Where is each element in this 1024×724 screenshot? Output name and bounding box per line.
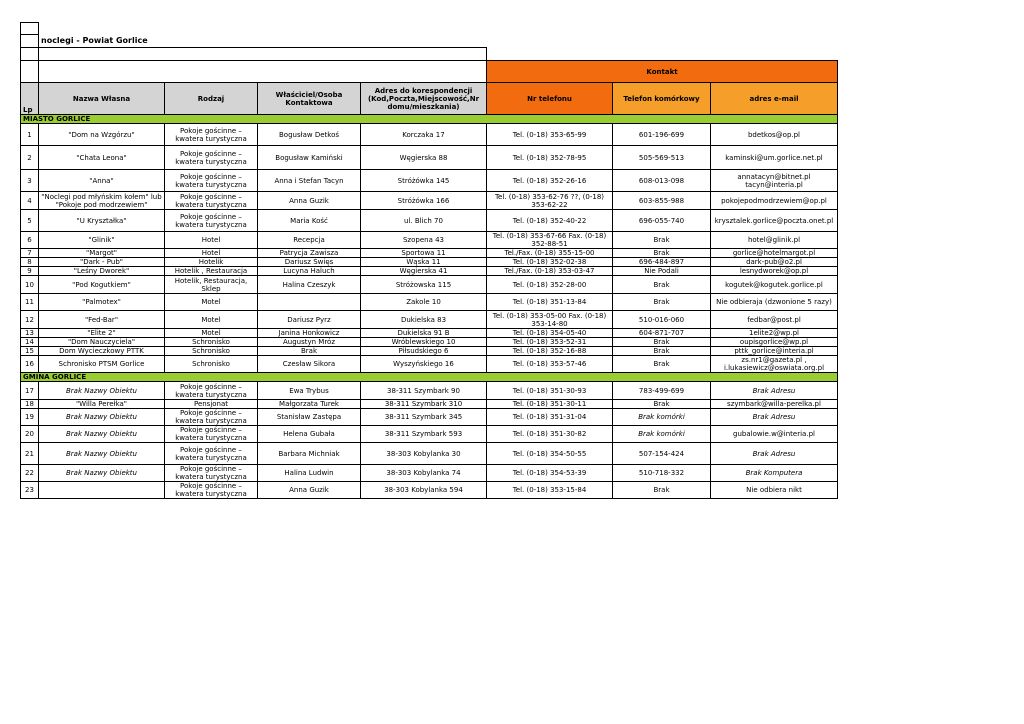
- address-cell[interactable]: 38-311 Szymbark 310: [361, 400, 487, 409]
- table-row: [21, 443, 838, 465]
- mobile-cell[interactable]: 608-013-098: [613, 170, 711, 192]
- owner-cell[interactable]: Stanisław Zastępa: [258, 409, 361, 426]
- mobile-cell[interactable]: 507-154-424: [613, 443, 711, 465]
- table-row: [21, 249, 838, 258]
- owner-cell[interactable]: Helena Gubała: [258, 426, 361, 443]
- lp-cell[interactable]: 13: [21, 329, 39, 338]
- name-cell[interactable]: [39, 482, 165, 499]
- mobile-cell[interactable]: 603-855-988: [613, 192, 711, 210]
- type-cell[interactable]: Pokoje gościnne – kwatera turystyczna: [165, 170, 258, 192]
- owner-cell[interactable]: Dariusz Pyrz: [258, 311, 361, 329]
- lp-cell[interactable]: 7: [21, 249, 39, 258]
- name-cell[interactable]: "Anna": [39, 170, 165, 192]
- owner-cell[interactable]: Bogusław Detkoś: [258, 124, 361, 146]
- phone-cell[interactable]: Tel. (0-18) 352-40-22: [487, 210, 613, 232]
- table-row: [21, 192, 838, 210]
- phone-cell[interactable]: Tel./Fax. (0-18) 353-03-47: [487, 267, 613, 276]
- email-cell[interactable]: Brak Adresu: [711, 382, 838, 400]
- address-cell[interactable]: Wróblewskiego 10: [361, 338, 487, 347]
- mobile-cell[interactable]: 604-871-707: [613, 329, 711, 338]
- name-cell[interactable]: "Leśny Dworek": [39, 267, 165, 276]
- address-cell[interactable]: 38-303 Kobylanka 74: [361, 465, 487, 482]
- mobile-cell[interactable]: Brak: [613, 338, 711, 347]
- owner-cell[interactable]: Ewa Trybus: [258, 382, 361, 400]
- phone-cell[interactable]: Tel. (0-18) 352-28-00: [487, 276, 613, 294]
- name-cell[interactable]: Brak Nazwy Obiektu: [39, 382, 165, 400]
- email-cell[interactable]: gubalowie.w@interia.pl: [711, 426, 838, 443]
- phone-cell[interactable]: Tel. (0-18) 353-15-84: [487, 482, 613, 499]
- owner-cell[interactable]: Anna Guzik: [258, 482, 361, 499]
- owner-cell[interactable]: Maria Kość: [258, 210, 361, 232]
- email-cell[interactable]: dark-pub@o2.pl: [711, 258, 838, 267]
- email-cell[interactable]: kogutek@kogutek.gorlice.pl: [711, 276, 838, 294]
- phone-cell[interactable]: Tel. (0-18) 354-53-39: [487, 465, 613, 482]
- owner-cell[interactable]: Dariusz Święs: [258, 258, 361, 267]
- header-email[interactable]: adres e-mail: [711, 83, 838, 115]
- lp-cell[interactable]: 18: [21, 400, 39, 409]
- table-row: [21, 232, 838, 249]
- email-cell[interactable]: pttk_gorlice@interia.pl: [711, 347, 838, 356]
- phone-cell[interactable]: Tel. (0-18) 351-30-11: [487, 400, 613, 409]
- email-cell[interactable]: kaminski@um.gorlice.net.pl: [711, 146, 838, 170]
- owner-cell[interactable]: Małgorzata Turek: [258, 400, 361, 409]
- type-cell[interactable]: Motel: [165, 329, 258, 338]
- email-cell[interactable]: Brak Komputera: [711, 465, 838, 482]
- phone-cell[interactable]: Tel. (0-18) 353-65-99: [487, 124, 613, 146]
- phone-cell[interactable]: Tel. (0-18) 353-67-66 Fax. (0-18) 352-88-51: [487, 232, 613, 249]
- phone-cell[interactable]: Tel. (0-18) 354-05-40: [487, 329, 613, 338]
- type-cell[interactable]: Schronisko: [165, 347, 258, 356]
- corner-cell[interactable]: [21, 23, 39, 35]
- email-cell[interactable]: bdetkos@op.pl: [711, 124, 838, 146]
- mobile-cell[interactable]: Brak: [613, 294, 711, 311]
- table-row: [21, 210, 838, 232]
- type-cell[interactable]: Pokoje gościnne – kwatera turystyczna: [165, 382, 258, 400]
- owner-cell[interactable]: Barbara Michniak: [258, 443, 361, 465]
- mobile-cell[interactable]: Brak komórki: [613, 426, 711, 443]
- table-row: [21, 400, 838, 409]
- address-cell[interactable]: Stróżówka 145: [361, 170, 487, 192]
- email-cell[interactable]: Brak Adresu: [711, 443, 838, 465]
- blank-cell[interactable]: [21, 61, 39, 83]
- table-row: [21, 409, 838, 426]
- table-row: [21, 311, 838, 329]
- table-row: [21, 170, 838, 192]
- phone-cell[interactable]: Tel. (0-18) 351-30-82: [487, 426, 613, 443]
- table-row: [21, 356, 838, 373]
- phone-cell[interactable]: Tel. (0-18) 351-31-04: [487, 409, 613, 426]
- blank-cell[interactable]: [21, 48, 39, 61]
- address-cell[interactable]: Sportowa 11: [361, 249, 487, 258]
- mobile-cell[interactable]: Brak: [613, 347, 711, 356]
- address-cell[interactable]: Stróżówka 166: [361, 192, 487, 210]
- lp-cell[interactable]: 17: [21, 382, 39, 400]
- owner-cell[interactable]: Augustyn Mróz: [258, 338, 361, 347]
- type-cell[interactable]: Hotel: [165, 249, 258, 258]
- lp-cell[interactable]: 12: [21, 311, 39, 329]
- lp-cell[interactable]: 19: [21, 409, 39, 426]
- type-cell[interactable]: Hotelik , Restauracja: [165, 267, 258, 276]
- type-cell[interactable]: Hotel: [165, 232, 258, 249]
- table-row: [21, 294, 838, 311]
- blank-cell[interactable]: [39, 61, 487, 83]
- type-cell[interactable]: Hotelik: [165, 258, 258, 267]
- name-cell[interactable]: Dom Wycieczkowy PTTK: [39, 347, 165, 356]
- mobile-cell[interactable]: 696-484-897: [613, 258, 711, 267]
- accommodation-table: [20, 22, 838, 499]
- phone-cell[interactable]: Tel. (0-18) 352-78-95: [487, 146, 613, 170]
- name-cell[interactable]: "Pod Kogutkiem": [39, 276, 165, 294]
- type-cell[interactable]: Schronisko: [165, 338, 258, 347]
- phone-cell[interactable]: Tel. (0-18) 354-50-55: [487, 443, 613, 465]
- mobile-cell[interactable]: Brak: [613, 276, 711, 294]
- lp-cell[interactable]: 3: [21, 170, 39, 192]
- table-row: [21, 347, 838, 356]
- lp-cell[interactable]: 23: [21, 482, 39, 499]
- lp-cell[interactable]: 6: [21, 232, 39, 249]
- lp-cell[interactable]: 5: [21, 210, 39, 232]
- address-cell[interactable]: Wąska 11: [361, 258, 487, 267]
- email-cell[interactable]: gorlice@hotelmargot.pl: [711, 249, 838, 258]
- mobile-cell[interactable]: 510-016-060: [613, 311, 711, 329]
- section-header[interactable]: GMINA GORLICE: [21, 373, 838, 382]
- name-cell[interactable]: Brak Nazwy Obiektu: [39, 409, 165, 426]
- name-cell[interactable]: "Dom Nauczyciela": [39, 338, 165, 347]
- address-cell[interactable]: Stróżowska 115: [361, 276, 487, 294]
- type-cell[interactable]: Pokoje gościnne – kwatera turystyczna: [165, 192, 258, 210]
- name-cell[interactable]: "U Kryształka": [39, 210, 165, 232]
- name-cell[interactable]: "Willa Perełka": [39, 400, 165, 409]
- email-cell[interactable]: Nie odbieraja (dzwonione 5 razy): [711, 294, 838, 311]
- email-cell[interactable]: Brak Adresu: [711, 409, 838, 426]
- mobile-cell[interactable]: 510-718-332: [613, 465, 711, 482]
- lp-cell[interactable]: 21: [21, 443, 39, 465]
- type-cell[interactable]: Pokoje gościnne – kwatera turystyczna: [165, 426, 258, 443]
- name-cell[interactable]: "Noclegi pod młyńskim kołem" lub "Pokoje pod modrzewiem": [39, 192, 165, 210]
- owner-cell[interactable]: Halina Czeszyk: [258, 276, 361, 294]
- phone-cell[interactable]: Tel. (0-18) 352-02-38: [487, 258, 613, 267]
- spreadsheet: [20, 22, 838, 499]
- mobile-cell[interactable]: Brak: [613, 249, 711, 258]
- lp-cell[interactable]: 1: [21, 124, 39, 146]
- address-cell[interactable]: 38-303 Kobylanka 594: [361, 482, 487, 499]
- address-cell[interactable]: Wyszyńskiego 16: [361, 356, 487, 373]
- phone-cell[interactable]: Tel. (0-18) 353-57-46: [487, 356, 613, 373]
- sheet-title: noclegi - Powiat Gorlice: [41, 35, 148, 45]
- address-cell[interactable]: Szopena 43: [361, 232, 487, 249]
- email-cell[interactable]: zs.nr1@gazeta.pl , i.lukasiewicz@oswiata.org.pl: [711, 356, 838, 373]
- owner-cell[interactable]: Brak: [258, 347, 361, 356]
- name-cell[interactable]: Brak Nazwy Obiektu: [39, 443, 165, 465]
- email-cell[interactable]: Nie odbiera nikt: [711, 482, 838, 499]
- email-cell[interactable]: oupisgorlice@wp.pl: [711, 338, 838, 347]
- type-cell[interactable]: Pokoje gościnne – kwatera turystyczna: [165, 124, 258, 146]
- name-cell[interactable]: "Fed-Bar": [39, 311, 165, 329]
- type-cell[interactable]: Pokoje gościnne – kwatera turystyczna: [165, 146, 258, 170]
- email-cell[interactable]: fedbar@post.pl: [711, 311, 838, 329]
- owner-cell[interactable]: Bogusław Kamiński: [258, 146, 361, 170]
- address-cell[interactable]: 38-311 Szymbark 345: [361, 409, 487, 426]
- address-cell[interactable]: Zakole 10: [361, 294, 487, 311]
- address-cell[interactable]: 38-311 Szymbark 90: [361, 382, 487, 400]
- owner-cell[interactable]: Patrycja Zawisza: [258, 249, 361, 258]
- table-row: [21, 258, 838, 267]
- table-row: [21, 124, 838, 146]
- type-cell[interactable]: Pokoje gościnne – kwatera turystyczna: [165, 465, 258, 482]
- header-rodzaj[interactable]: Rodzaj: [165, 83, 258, 115]
- owner-cell[interactable]: Lucyna Haluch: [258, 267, 361, 276]
- name-cell[interactable]: Brak Nazwy Obiektu: [39, 426, 165, 443]
- owner-cell[interactable]: Czesław Sikora: [258, 356, 361, 373]
- section-header[interactable]: MIASTO GORLICE: [21, 115, 838, 124]
- mobile-cell[interactable]: Brak: [613, 482, 711, 499]
- lp-cell[interactable]: 8: [21, 258, 39, 267]
- type-cell[interactable]: Hotelik, Restauracja, Sklep: [165, 276, 258, 294]
- address-cell[interactable]: 38-311 Szymbark 593: [361, 426, 487, 443]
- lp-cell[interactable]: 4: [21, 192, 39, 210]
- lp-cell[interactable]: 9: [21, 267, 39, 276]
- name-cell[interactable]: "Elite 2": [39, 329, 165, 338]
- address-cell[interactable]: Węgierska 41: [361, 267, 487, 276]
- email-cell[interactable]: pokojepodmodrzewiem@op.pl: [711, 192, 838, 210]
- name-cell[interactable]: "Dom na Wzgórzu": [39, 124, 165, 146]
- name-cell[interactable]: "Dark - Pub": [39, 258, 165, 267]
- owner-cell[interactable]: [258, 294, 361, 311]
- name-cell[interactable]: "Palmotex": [39, 294, 165, 311]
- table-row: [21, 426, 838, 443]
- name-cell[interactable]: "Margot": [39, 249, 165, 258]
- type-cell[interactable]: Motel: [165, 294, 258, 311]
- mobile-cell[interactable]: Nie Podali: [613, 267, 711, 276]
- email-cell[interactable]: hotel@glinik.pl: [711, 232, 838, 249]
- email-cell[interactable]: szymbark@willa-perelka.pl: [711, 400, 838, 409]
- email-cell[interactable]: 1elite2@wp.pl: [711, 329, 838, 338]
- table-row: [21, 329, 838, 338]
- address-cell[interactable]: Dukielska 91 B: [361, 329, 487, 338]
- mobile-cell[interactable]: 601-196-699: [613, 124, 711, 146]
- lp-cell[interactable]: 16: [21, 356, 39, 373]
- type-cell[interactable]: Motel: [165, 311, 258, 329]
- address-cell[interactable]: Korczaka 17: [361, 124, 487, 146]
- address-cell[interactable]: Dukielska 83: [361, 311, 487, 329]
- mobile-cell[interactable]: Brak komórki: [613, 409, 711, 426]
- mobile-cell[interactable]: Brak: [613, 232, 711, 249]
- table-row: [21, 276, 838, 294]
- email-cell[interactable]: annatacyn@bitnet.pl tacyn@interia.pl: [711, 170, 838, 192]
- mobile-cell[interactable]: Brak: [613, 400, 711, 409]
- table-row: [21, 382, 838, 400]
- mobile-cell[interactable]: Brak: [613, 356, 711, 373]
- blank-cell[interactable]: [39, 48, 487, 61]
- corner-cell-2[interactable]: [21, 35, 39, 48]
- type-cell[interactable]: Pensjonat: [165, 400, 258, 409]
- phone-cell[interactable]: Tel. (0-18) 353-52-31: [487, 338, 613, 347]
- owner-cell[interactable]: Recepcja: [258, 232, 361, 249]
- owner-cell[interactable]: Janina Honkowicz: [258, 329, 361, 338]
- address-cell[interactable]: ul. Blich 70: [361, 210, 487, 232]
- header-adres[interactable]: Adres do korespondencji (Kod,Poczta,Miejscowość,Nr domu/mieszkania): [361, 83, 487, 115]
- owner-cell[interactable]: Anna Guzik: [258, 192, 361, 210]
- phone-cell[interactable]: Tel. (0-18) 351-30-93: [487, 382, 613, 400]
- lp-cell[interactable]: 20: [21, 426, 39, 443]
- phone-cell[interactable]: Tel. (0-18) 352-26-16: [487, 170, 613, 192]
- type-cell[interactable]: Pokoje gościnne – kwatera turystyczna: [165, 482, 258, 499]
- lp-cell[interactable]: 2: [21, 146, 39, 170]
- type-cell[interactable]: Schronisko: [165, 356, 258, 373]
- header-komorkowy[interactable]: Telefon komórkowy: [613, 83, 711, 115]
- owner-cell[interactable]: Anna i Stefan Tacyn: [258, 170, 361, 192]
- type-cell[interactable]: Pokoje gościnne – kwatera turystyczna: [165, 443, 258, 465]
- email-cell[interactable]: lesnydworek@op.pl: [711, 267, 838, 276]
- lp-cell[interactable]: 11: [21, 294, 39, 311]
- phone-cell[interactable]: Tel. (0-18) 353-05-00 Fax. (0-18) 353-14-80: [487, 311, 613, 329]
- header-lp[interactable]: Lp: [21, 83, 39, 115]
- header-kontakt[interactable]: Kontakt: [487, 61, 838, 83]
- table-row: [21, 465, 838, 482]
- name-cell[interactable]: Schronisko PTSM Gorlice: [39, 356, 165, 373]
- phone-cell[interactable]: Tel. (0-18) 352-16-88: [487, 347, 613, 356]
- lp-cell[interactable]: 14: [21, 338, 39, 347]
- name-cell[interactable]: "Chata Leona": [39, 146, 165, 170]
- email-cell[interactable]: krysztalek.gorlice@poczta.onet.pl: [711, 210, 838, 232]
- address-cell[interactable]: Węgierska 88: [361, 146, 487, 170]
- name-cell[interactable]: Brak Nazwy Obiektu: [39, 465, 165, 482]
- table-row: [21, 267, 838, 276]
- lp-cell[interactable]: 15: [21, 347, 39, 356]
- lp-cell[interactable]: 22: [21, 465, 39, 482]
- table-row: [21, 146, 838, 170]
- mobile-cell[interactable]: 505-569-513: [613, 146, 711, 170]
- header-nazwa[interactable]: Nazwa Własna: [39, 83, 165, 115]
- type-cell[interactable]: Pokoje gościnne – kwatera turystyczna: [165, 210, 258, 232]
- header-wlasciciel[interactable]: Właściciel/Osoba Kontaktowa: [258, 83, 361, 115]
- table-row: [21, 338, 838, 347]
- table-row: [21, 482, 838, 499]
- phone-cell[interactable]: Tel. (0-18) 351-13-84: [487, 294, 613, 311]
- phone-cell[interactable]: Tel./Fax. (0-18) 355-15-00: [487, 249, 613, 258]
- owner-cell[interactable]: Halina Ludwin: [258, 465, 361, 482]
- address-cell[interactable]: Piłsudskiego 6: [361, 347, 487, 356]
- address-cell[interactable]: 38-303 Kobylanka 30: [361, 443, 487, 465]
- name-cell[interactable]: "Glinik": [39, 232, 165, 249]
- type-cell[interactable]: Pokoje gościnne – kwatera turystyczna: [165, 409, 258, 426]
- mobile-cell[interactable]: 696-055-740: [613, 210, 711, 232]
- lp-cell[interactable]: 10: [21, 276, 39, 294]
- header-telefon[interactable]: Nr telefonu: [487, 83, 613, 115]
- phone-cell[interactable]: Tel. (0-18) 353-62-76 ??, (0-18) 353-62-22: [487, 192, 613, 210]
- mobile-cell[interactable]: 783-499-699: [613, 382, 711, 400]
